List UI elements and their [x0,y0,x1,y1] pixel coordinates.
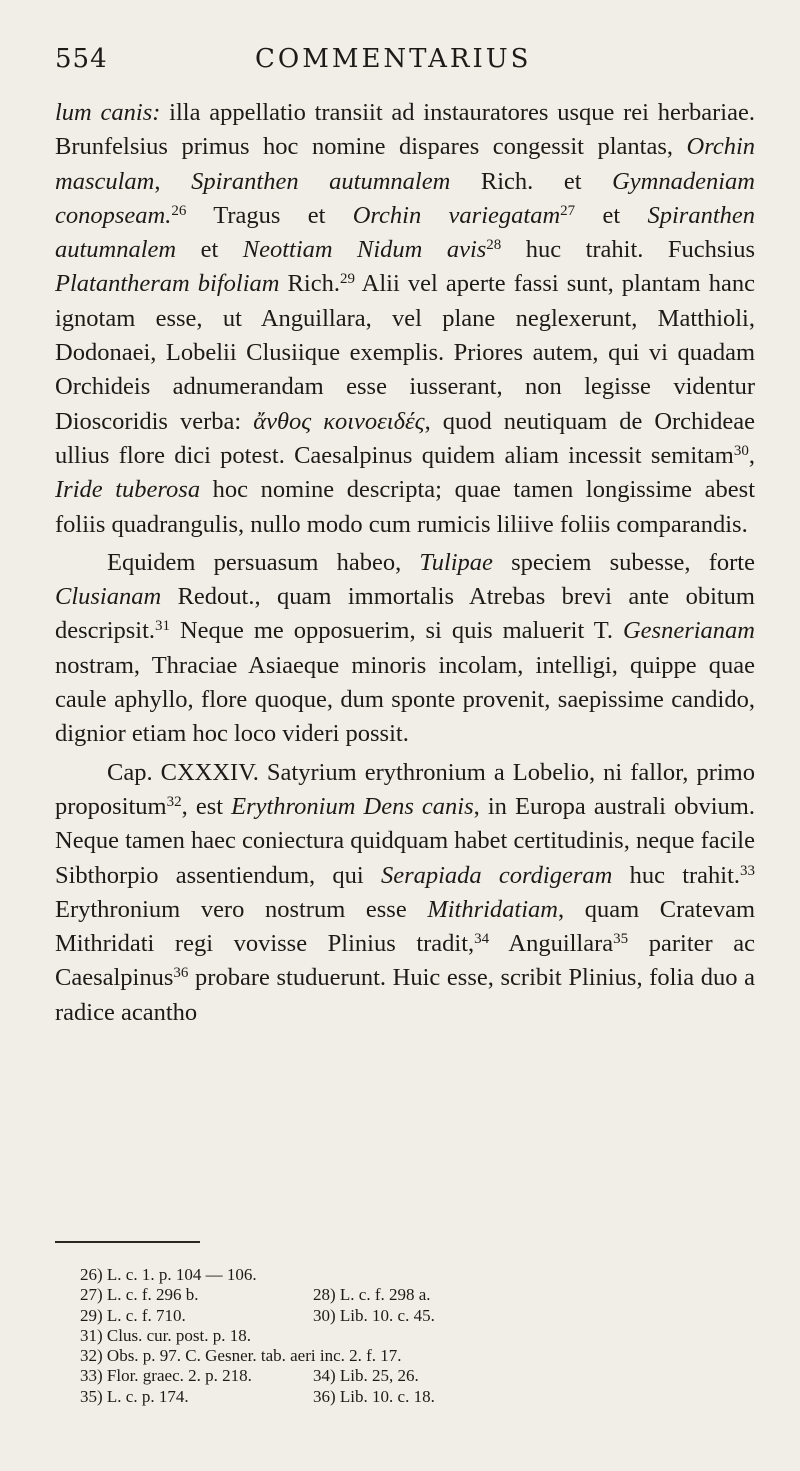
italic-text: Orchin masculam [55,133,755,195]
running-title: COMMENTARIUS [255,44,532,74]
text-run: huc trahit. [612,861,741,889]
main-text [55,96,755,1030]
footnote-ref: 29 [339,271,355,288]
text-run: probare studuerunt. Huic esse, scribit Plinius, folia duo a radice acantho [55,964,755,1026]
page-number: 554 [55,44,108,74]
text-run: Anguillara [489,930,614,958]
footnote-ref: 34 [474,931,490,948]
text-run: et [575,201,648,229]
text-run: pariter ac Caesalpinus [55,930,755,992]
italic-text: Orchin variegatam [352,201,561,229]
footnote-row [80,1387,640,1407]
text-run: , in Europa australi obvium. Neque tamen haec coniectura quidquam habet certitudinis, neque facile Sibthorpio assentiendum, qui [55,792,755,889]
footnote-separator [55,1241,200,1243]
footnote-ref: 31 [155,618,171,635]
footnotes [80,1265,640,1407]
footnote-ref: 27 [560,202,576,219]
text-run: Redout., quam immortalis Atrebas brevi ante obitum descripsit. [55,583,755,645]
text-run: , est [181,792,232,820]
text-run: huc trahit. Fuchsius [501,236,755,264]
italic-text: Serapiada cordigeram [380,861,613,889]
italic-text: Tulipae [419,548,493,576]
text-run: et [176,236,243,264]
footnote-ref: 32 [166,793,182,810]
footnote: 28) L. c. f. 298 a. [313,1285,431,1305]
text-run: Tragus et [186,201,353,229]
footnote: 29) L. c. f. 710. [80,1305,186,1325]
text-run: Rich. [279,270,340,298]
italic-text: Gesnerianam [622,617,755,645]
footnote: 34) Lib. 25, 26. [313,1366,419,1386]
text-run: speciem subesse, forte [492,548,755,576]
footnote: 26) L. c. 1. p. 104 — 106. [80,1265,257,1284]
text-run: nostram, Thraciae Asiaeque minoris incolam, intelligi, quippe quae caule aphyllo, flore quoque, dum sponte provenit, saepissime candido, dignior etiam hoc loco videri possit. [55,651,755,748]
footnote-row [80,1285,640,1305]
paragraph [55,756,755,1030]
footnote: 31) Clus. cur. post. p. 18. [80,1325,251,1345]
footnote-ref: 36 [173,965,189,982]
italic-text: Iride tuberosa [55,476,201,504]
footnote-row [80,1326,640,1346]
text-run: illa appellatio transiit ad instauratores usque rei herbariae. Brunfelsius primus hoc nomine dispares congessit plantas, [55,99,755,161]
footnote: 32) Obs. p. 97. C. Gesner. tab. aeri inc. 2. f. 17. [80,1346,402,1366]
text-run: hoc nomine descripta; quae tamen longissime abest foliis quadrangulis, nullo modo cum rumicis liliive foliis comparandis. [55,476,755,538]
text-run: Rich. et [450,167,613,195]
text-run: , quod neutiquam de Orchideae ullius flore dici potest. Caesalpinus quidem aliam incessit semitam [55,407,755,469]
page-header [55,44,755,84]
italic-text: Clusianam [55,583,162,611]
paragraph [55,96,755,542]
footnote: 36) Lib. 10. c. 18. [313,1386,435,1406]
footnote: 33) Flor. graec. 2. p. 218. [80,1366,252,1386]
footnote-row [80,1346,640,1366]
text-run: Cap. CXXXIV. Satyrium erythronium a Lobelio, ni fallor, primo propositum [55,758,755,820]
italic-text: Platantheram bifoliam [55,270,280,298]
footnote-ref: 33 [740,862,756,879]
paragraph [55,546,755,752]
footnote: 35) L. c. p. 174. [80,1386,189,1406]
footnote-ref: 35 [613,931,629,948]
text-run: , [748,441,755,469]
text-run: , quam Cratevam Mithridati regi vovisse Plinius tradit, [55,895,755,958]
italic-text: Spiranthen autumnalem [191,167,451,195]
text-run: , [154,167,192,195]
footnote: 30) Lib. 10. c. 45. [313,1305,435,1325]
text-run: Alii vel aperte fassi sunt, plantam hanc ignotam esse, ut Anguillara, vel plane neglexerunt, Matthioli, Dodonaei, Lobelii Clusiique exemplis. Priores autem, qui vi quadam Orchideis adnumerandam esse iusserant, non legisse videntur Dioscoridis verba: [55,270,755,435]
footnote-row [80,1306,640,1326]
footnote-row [80,1265,640,1285]
italic-text: lum canis: [55,99,161,126]
italic-text: ἄνθος κοινοειδές [253,407,425,435]
text-run: Neque me opposuerim, si quis maluerit T. [170,617,623,645]
footnote: 27) L. c. f. 296 b. [80,1285,199,1305]
italic-text: Gymnadeniam conopseam. [55,167,755,229]
italic-text: Erythronium Dens canis [231,792,474,820]
text-run: Erythronium vero nostrum esse [55,895,428,923]
italic-text: Neottiam Nidum avis [242,236,487,264]
italic-text: Mithridatiam [427,895,558,923]
footnote-ref: 26 [171,202,187,219]
footnote-ref: 28 [486,237,502,254]
text-run: Equidem persuasum habeo, [107,548,420,576]
footnote-ref: 30 [733,442,749,459]
footnote-row [80,1366,640,1386]
italic-text: Spiranthen autumnalem [55,201,756,264]
